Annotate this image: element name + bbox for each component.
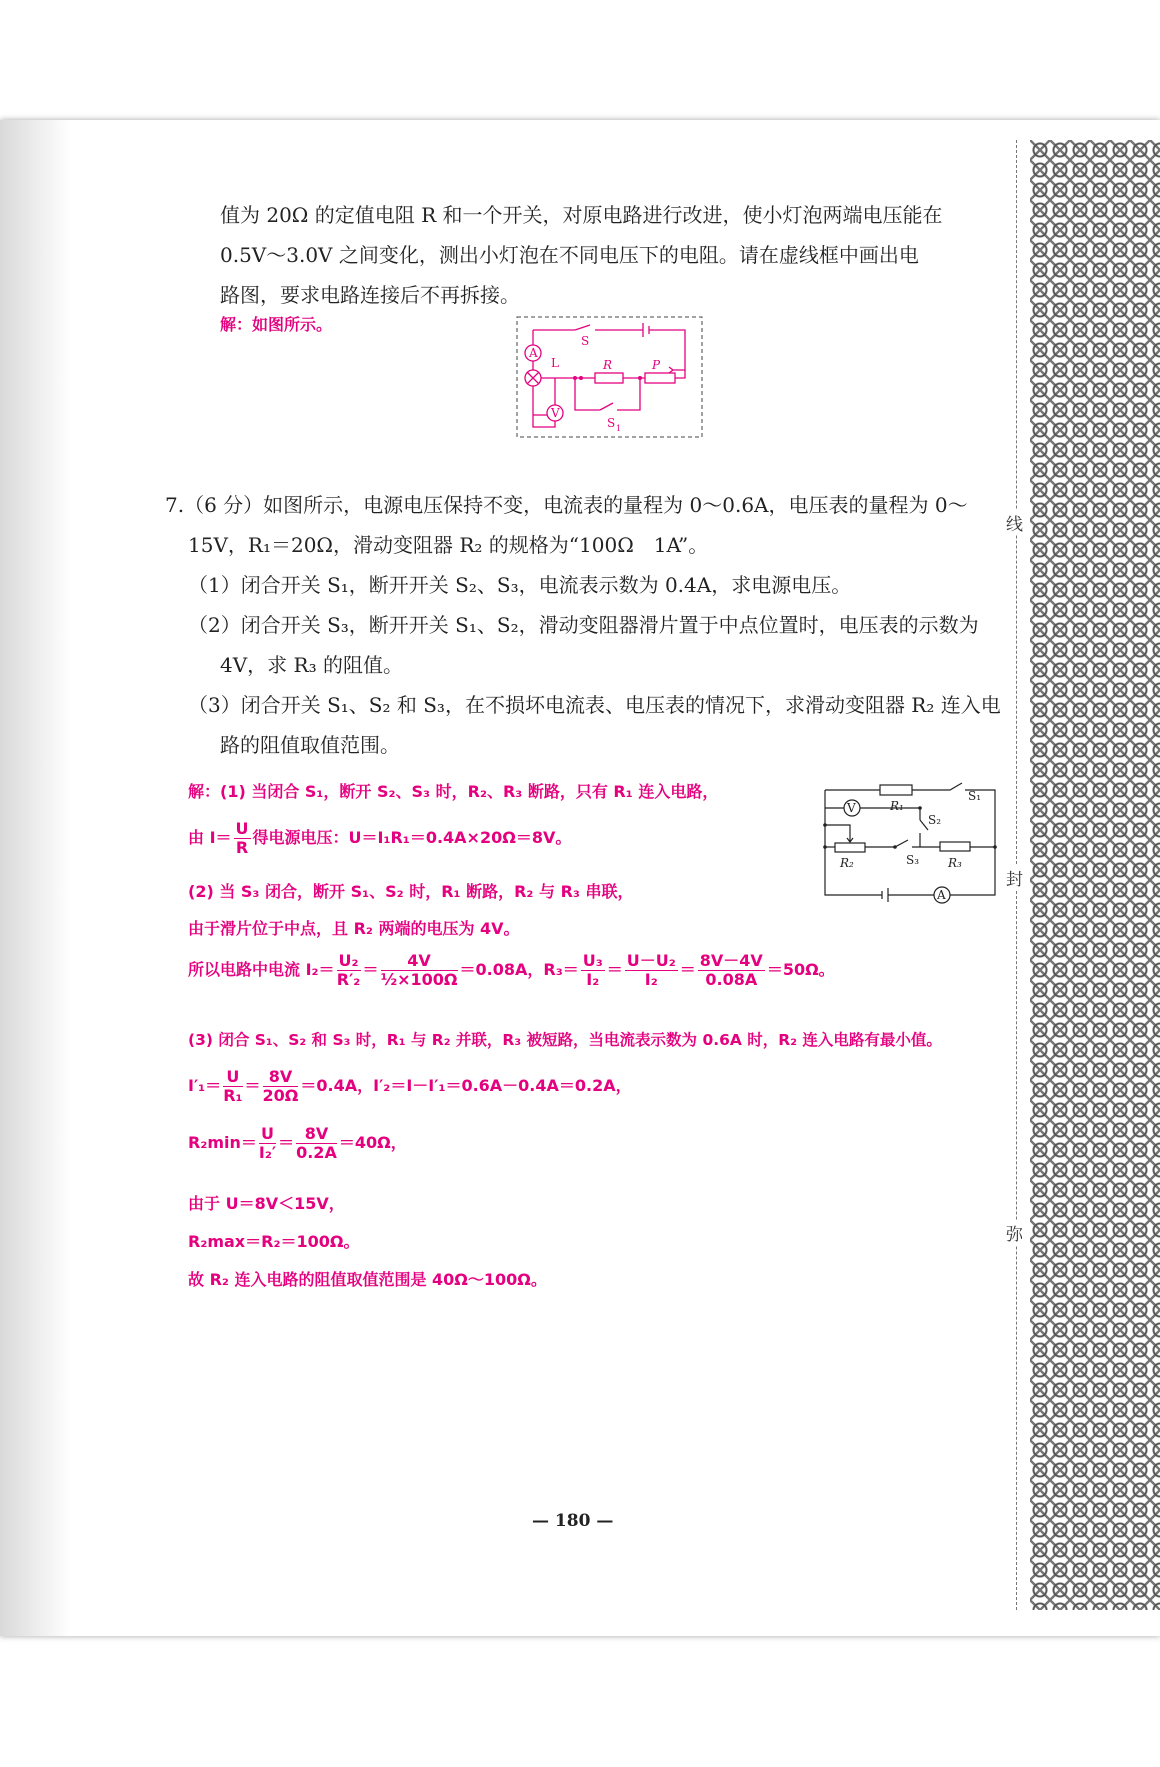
solution-line3: (2) 当 S₃ 闭合，断开 S₁、S₂ 时，R₁ 断路，R₂ 与 R₃ 串联， [188, 882, 634, 901]
solution-line7: I′₁＝ $\frac{U}{\text{R₁}}$ ＝ $\frac{8V}{20\Omega}$ ＝0.4A，I′₂＝I－I′₁＝0.6A－0.4A＝0.2A， [188, 1067, 632, 1105]
circuit-diagram-2 [820, 780, 1000, 905]
q7-part3-a: （3）闭合开关 S₁、S₂ 和 S₃，在不损坏电流表、电压表的情况下，求滑动变阻器 R₂ 连入电 [188, 693, 1001, 717]
solution-line4: 由于滑片位于中点，且 R₂ 两端的电压为 4V。 [188, 919, 520, 938]
q6-answer: 解：如图所示。 [220, 315, 333, 334]
circuit1-label-resistor: R [603, 358, 613, 372]
page-fold-shadow [0, 120, 70, 1636]
circuit2-label-r2: R₂ [840, 856, 854, 870]
fraction-u-over-r: $\frac{U}{R}$ [235, 819, 249, 857]
solution-line2 [188, 820, 571, 857]
margin-pattern [1030, 140, 1160, 1610]
circuit1-label-ammeter: A [529, 346, 538, 360]
q6-line2: 0.5V～3.0V 之间变化，测出小灯泡在不同电压下的电阻。请在虚线框中画出电 [220, 243, 919, 267]
solution-line10: R₂max＝R₂＝100Ω。 [188, 1232, 360, 1251]
q7-line1: 7.（6 分）如图所示，电源电压保持不变，电流表的量程为 0～0.6A，电压表的量程为 0～ [165, 493, 968, 517]
q7-part1: （1）闭合开关 S₁，断开开关 S₂、S₃，电流表示数为 0.4A，求电源电压。 [188, 573, 852, 597]
circuit2-label-s3: S₃ [906, 853, 920, 867]
circuit2-label-voltmeter: V [847, 801, 856, 815]
circuit2-label-s1: S₁ [968, 789, 982, 803]
q7-part3-b: 路的阻值取值范围。 [220, 733, 400, 757]
solution-line1: 解：(1) 当闭合 S₁，断开 S₂、S₃ 时，R₂、R₃ 断路，只有 R₁ 连入电路， [188, 782, 719, 801]
circuit2-label-ammeter: A [937, 888, 946, 902]
solution-line6: (3) 闭合 S₁、S₂ 和 S₃ 时，R₁ 与 R₂ 并联，R₃ 被短路，当电流表示数为 0.6A 时，R₂ 连入电路有最小值。 [188, 1031, 942, 1049]
solution-line2-pre: 由 I＝ [188, 828, 232, 847]
side-char-feng: 封 [1006, 865, 1023, 890]
q7-line2: 15V，R₁＝20Ω，滑动变阻器 R₂ 的规格为“100Ω 1A”。 [188, 533, 709, 557]
solution-line5: 所以电路中电流 I₂＝ $\frac{\text{U₂}}{\text{R′₂}}$ ＝ $\frac{4V}{\text{½×100Ω}}$ ＝0.08A，R₃＝ $\frac{\text{U₃}}{\text{I₂}}$ ＝ $\frac{\text{U－U₂}}{\text{I₂}}$ ＝ $\frac{8V-4V}{0.08A}$ ＝50Ω。 [188, 951, 835, 989]
page-number: — 180 — [532, 1511, 614, 1531]
side-char-xian: 线 [1006, 510, 1023, 535]
solution-line9: 由于 U＝8V＜15V， [188, 1194, 345, 1213]
circuit1-label-switch1: S [607, 416, 616, 430]
q7-part2-a: （2）闭合开关 S₃，断开开关 S₁、S₂，滑动变阻器滑片置于中点位置时，电压表的示数为 [188, 613, 979, 637]
document-page [0, 120, 1160, 1636]
circuit-diagram-1 [515, 315, 705, 440]
circuit1-label-lamp: L [551, 356, 559, 370]
q7-part2-b: 4V，求 R₃ 的阻值。 [220, 653, 403, 677]
q6-line1: 值为 20Ω 的定值电阻 R 和一个开关，对原电路进行改进，使小灯泡两端电压能在 [220, 203, 943, 227]
solution-line2-post: 得电源电压：U＝I₁R₁＝0.4A×20Ω＝8V。 [252, 828, 572, 847]
circuit1-label-slider: P [652, 358, 661, 372]
circuit1-label-switch: S [581, 334, 590, 348]
circuit2-label-r3: R₃ [948, 856, 962, 870]
solution-line11: 故 R₂ 连入电路的阻值取值范围是 40Ω～100Ω。 [188, 1270, 547, 1289]
circuit2-label-r1: R₁ [890, 799, 904, 813]
q6-line3: 路图，要求电路连接后不再拆接。 [220, 283, 520, 307]
solution-line8: R₂min＝ $\frac{U}{\text{I₂′}}$ ＝ $\frac{8V}{0.2A}$ ＝40Ω， [188, 1124, 407, 1162]
side-char-mi: 弥 [1006, 1220, 1023, 1245]
circuit2-label-s2: S₂ [928, 813, 942, 827]
circuit1-label-voltmeter: V [551, 406, 560, 420]
circuit1-label-switch1-sub: 1 [616, 424, 622, 433]
